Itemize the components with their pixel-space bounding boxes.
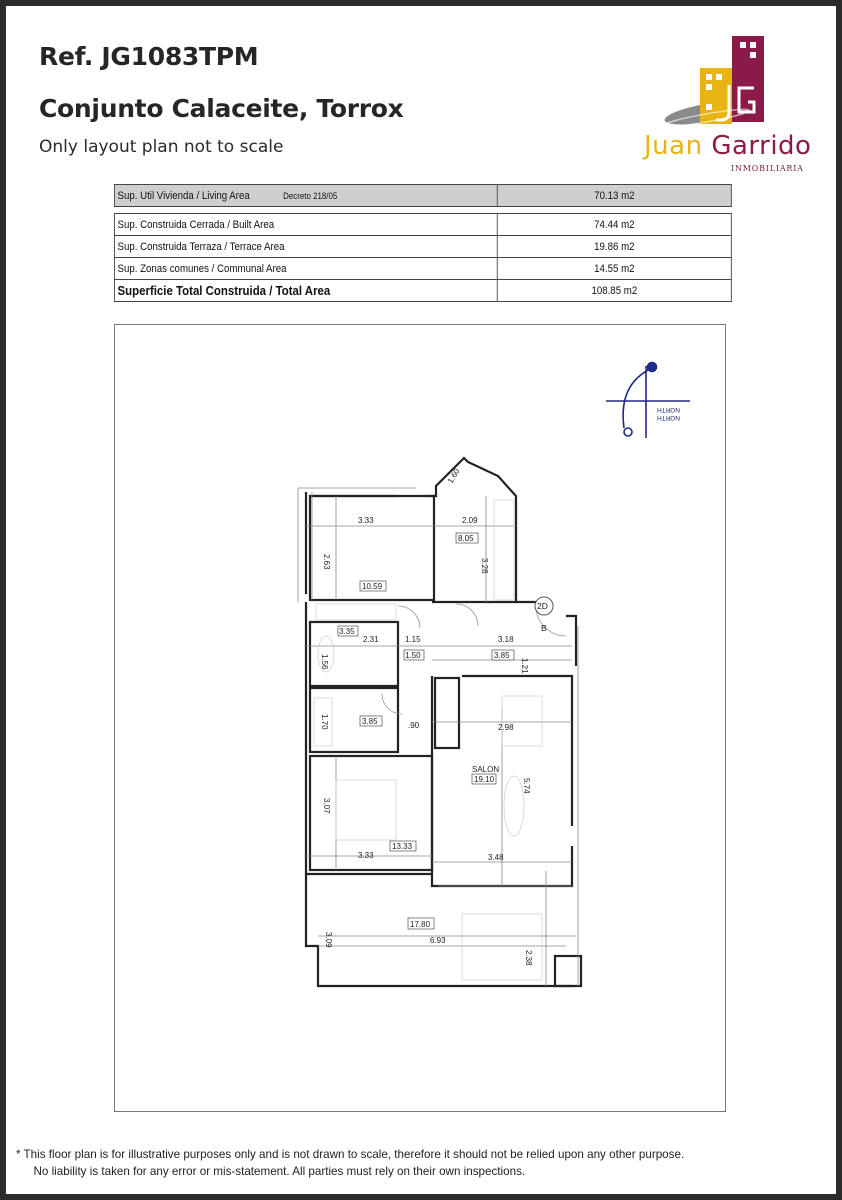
decree-note: Decreto 218/05 xyxy=(283,190,338,201)
built-area-label: Sup. Construida Cerrada / Built Area xyxy=(114,214,497,236)
living-area-label: Sup. Util Vivienda / Living Area Decreto 218/05 xyxy=(114,185,497,207)
svg-text:3.35: 3.35 xyxy=(339,627,355,636)
svg-text:2D: 2D xyxy=(537,601,548,611)
svg-text:3.33: 3.33 xyxy=(358,516,374,525)
disclaimer-line-2: No liability is taken for any error or mis-statement. All parties must rely on their own inspections. xyxy=(33,1164,526,1178)
svg-text:3.18: 3.18 xyxy=(498,635,514,644)
svg-text:6.93: 6.93 xyxy=(430,936,446,945)
built-area-value: 74.44 m2 xyxy=(497,214,731,236)
floor-plan-drawing xyxy=(6,6,836,1194)
svg-text:3.09: 3.09 xyxy=(324,932,333,948)
svg-text:5.74: 5.74 xyxy=(522,778,531,794)
svg-text:.90: .90 xyxy=(408,721,420,730)
svg-text:B: B xyxy=(541,623,547,633)
floor-plan-sheet xyxy=(6,6,836,1194)
svg-text:17.80: 17.80 xyxy=(410,920,431,929)
svg-text:3.85: 3.85 xyxy=(362,717,378,726)
terrace-area-label: Sup. Construida Terraza / Terrace Area xyxy=(114,236,497,258)
disclaimer-line-1: * This floor plan is for illustrative purposes only and is not drawn to scale, therefore it should not be relied upon any other purpose. xyxy=(16,1147,685,1161)
communal-area-label: Sup. Zonas comunes / Communal Area xyxy=(114,258,497,280)
svg-text:3.28: 3.28 xyxy=(480,558,489,574)
svg-text:2.38: 2.38 xyxy=(524,950,533,966)
svg-text:2.63: 2.63 xyxy=(322,554,331,570)
total-area-label: Superficie Total Construida / Total Area xyxy=(114,280,497,302)
svg-text:3.48: 3.48 xyxy=(488,853,504,862)
svg-text:3.07: 3.07 xyxy=(322,798,331,814)
svg-text:10.59: 10.59 xyxy=(362,582,383,591)
svg-text:1.21: 1.21 xyxy=(520,658,529,674)
reference-title: Ref. JG1083TPM xyxy=(39,42,259,71)
scale-note: Only layout plan not to scale xyxy=(39,137,284,157)
property-title: Conjunto Calaceite, Torrox xyxy=(39,94,404,123)
svg-text:SALON: SALON xyxy=(472,765,500,774)
svg-text:NORTH: NORTH xyxy=(657,406,680,413)
north-compass-icon xyxy=(606,363,690,439)
svg-text:1.56: 1.56 xyxy=(320,654,329,670)
svg-text:13.33: 13.33 xyxy=(392,842,413,851)
svg-text:8.05: 8.05 xyxy=(458,534,474,543)
svg-text:3.85: 3.85 xyxy=(494,651,510,660)
svg-text:2.98: 2.98 xyxy=(498,723,514,732)
svg-text:1.60: 1.60 xyxy=(445,467,462,485)
total-area-value: 108.85 m2 xyxy=(497,280,731,302)
svg-text:1.70: 1.70 xyxy=(320,714,329,730)
svg-text:3.33: 3.33 xyxy=(358,851,374,860)
disclaimer xyxy=(16,1146,802,1180)
svg-text:1.50: 1.50 xyxy=(405,651,421,660)
svg-text:NORTH: NORTH xyxy=(657,414,680,421)
logo-subtitle: INMOBILIARIA xyxy=(731,164,804,173)
communal-area-value: 14.55 m2 xyxy=(497,258,731,280)
svg-text:2.09: 2.09 xyxy=(462,516,478,525)
svg-text:1.15: 1.15 xyxy=(405,635,421,644)
living-area-value: 70.13 m2 xyxy=(497,185,731,207)
svg-text:19.10: 19.10 xyxy=(474,775,495,784)
svg-text:2.31: 2.31 xyxy=(363,635,379,644)
logo-brand-name: Juan Garrido xyxy=(644,131,812,161)
terrace-area-value: 19.86 m2 xyxy=(497,236,731,258)
